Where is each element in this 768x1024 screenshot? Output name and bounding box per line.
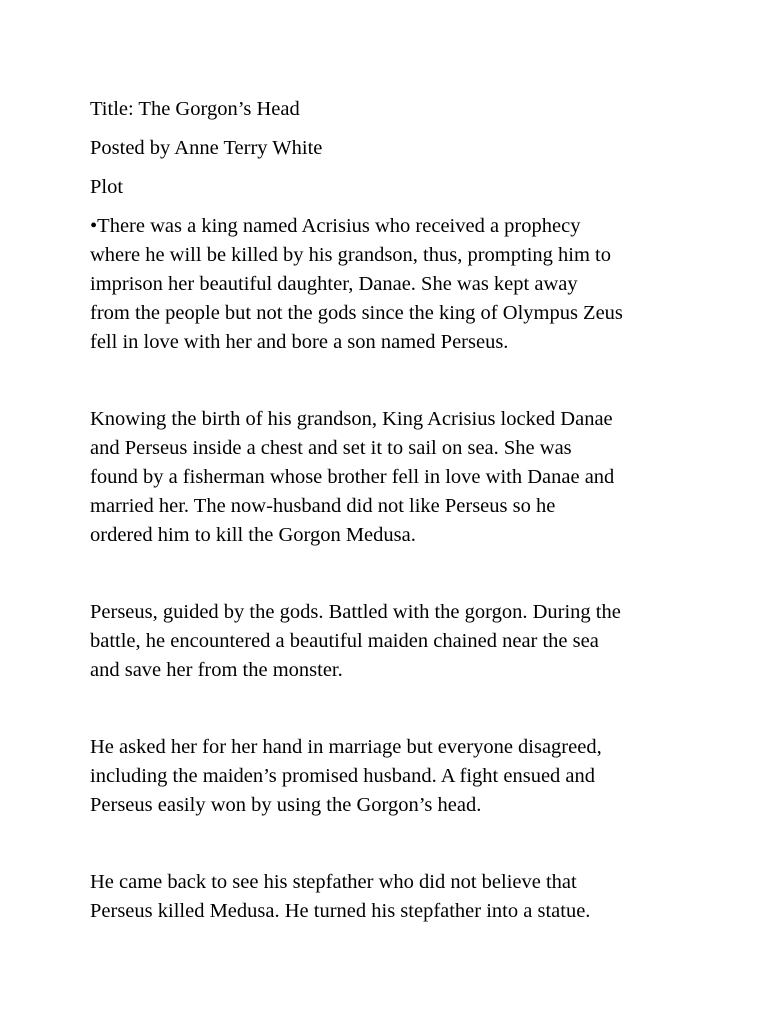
paragraph-line: battle, he encountered a beautiful maiden chained near the sea <box>90 630 599 652</box>
paragraph-line: Perseus, guided by the gods. Battled with the gorgon. During the <box>90 601 621 623</box>
paragraph-line: He asked her for her hand in marriage but everyone disagreed, <box>90 736 602 758</box>
paragraph-line: and save her from the monster. <box>90 659 343 681</box>
paragraph-5 <box>90 868 690 926</box>
paragraph-3 <box>90 598 690 685</box>
paragraph-line: •There was a king named Acrisius who received a prophecy <box>90 215 581 237</box>
paragraph-1 <box>90 212 690 357</box>
paragraph-line: where he will be killed by his grandson, thus, prompting him to <box>90 244 611 266</box>
paragraph-line: Knowing the birth of his grandson, King Acrisius locked Danae <box>90 408 613 430</box>
document-title: Title: The Gorgon’s Head <box>90 98 300 120</box>
paragraph-line: Perseus easily won by using the Gorgon’s head. <box>90 794 482 816</box>
document-body <box>90 95 690 974</box>
paragraph-line: from the people but not the gods since the king of Olympus Zeus <box>90 302 623 324</box>
paragraph-line: imprison her beautiful daughter, Danae. She was kept away <box>90 273 578 295</box>
paragraph-line: fell in love with her and bore a son named Perseus. <box>90 331 509 353</box>
paragraph-2 <box>90 405 690 550</box>
paragraph-line: found by a fisherman whose brother fell in love with Danae and <box>90 466 615 488</box>
paragraph-line: including the maiden’s promised husband. A fight ensued and <box>90 765 596 787</box>
paragraph-line: and Perseus inside a chest and set it to sail on sea. She was <box>90 437 572 459</box>
paragraph-line: Perseus killed Medusa. He turned his stepfather into a statue. <box>90 900 591 922</box>
section-heading-plot: Plot <box>90 176 124 198</box>
paragraph-line: married her. The now-husband did not like Perseus so he <box>90 495 556 517</box>
paragraph-line: He came back to see his stepfather who did not believe that <box>90 871 577 893</box>
author-byline: Posted by Anne Terry White <box>90 137 323 159</box>
paragraph-4 <box>90 733 690 820</box>
paragraph-line: ordered him to kill the Gorgon Medusa. <box>90 524 416 546</box>
